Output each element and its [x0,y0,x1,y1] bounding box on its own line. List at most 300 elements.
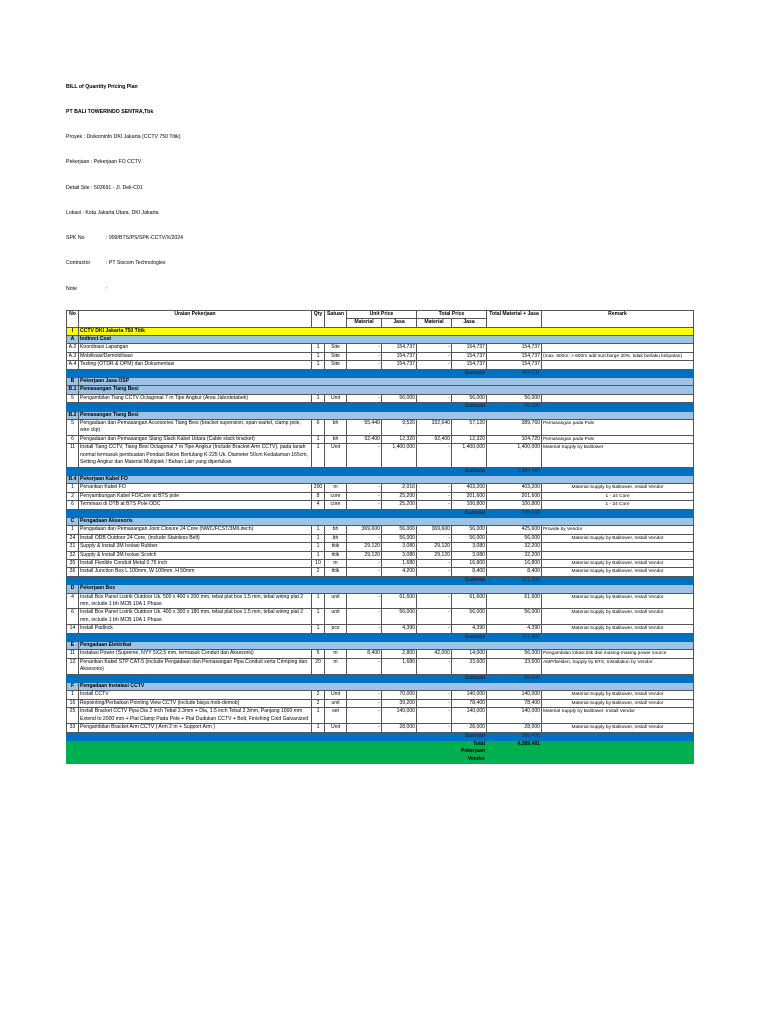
item-qty: 2 [312,568,325,576]
section-header-row [67,411,694,419]
item-remark: Material Supply by Balitower, Install Vendor [542,609,694,625]
unit-jasa-price: 4,390 [382,625,417,633]
item-no: 5 [67,394,79,402]
total-spacer [67,509,452,517]
item-remark: Material Supply by Balitower, Install Vendor [542,568,694,576]
unit-jasa-price: 1,400,000 [382,444,417,467]
total-material-price: 369,600 [417,526,452,534]
col-total-price: Total Price [417,310,487,318]
item-qty: 2 [312,699,325,707]
total-material-price: - [417,394,452,402]
table-row [67,593,694,609]
total-material-jasa: 61,600 [487,593,542,609]
table-row [67,650,694,658]
unit-material-price: - [347,444,382,467]
unit-material-price: 369,600 [347,526,382,534]
item-qty: 2 [312,691,325,699]
total-material-jasa: 33,600 [487,658,542,674]
total-remark-spacer [542,369,694,377]
total-jasa-price: 57,120 [452,420,487,436]
unit-jasa-price: 154,737 [382,352,417,360]
item-qty: 10 [312,559,325,567]
table-row [67,551,694,559]
total-jasa-price: 403,200 [452,484,487,492]
item-description: Install CCTV [79,691,312,699]
boq-table [66,310,694,764]
total-material-price: - [417,658,452,674]
item-description: Supply & Install 3M Isolasi Scotch [79,551,312,559]
item-qty: 1 [312,394,325,402]
item-description: Testing (OTDR & OPM) dan Dokumentasi [79,361,312,369]
unit-jasa-price: 56,000 [382,534,417,542]
item-unit: titik [325,543,347,551]
section-header-row [67,475,694,483]
project-line: Proyek : Diskominfo DKI Jakarta (CCTV 750 Titik) [66,134,181,141]
subtotal-label: Subtotal [452,674,487,682]
unit-material-price: - [347,724,382,732]
subtotal-row [67,674,694,682]
item-unit: m [325,559,347,567]
total-jasa-price: 201,600 [452,492,487,500]
item-no: 31 [67,543,79,551]
item-description: Install Padlock [79,625,312,633]
total-material-jasa: 403,200 [487,484,542,492]
total-jasa-price: 33,600 [452,658,487,674]
unit-material-price: - [347,492,382,500]
total-material-price: - [417,724,452,732]
table-row [67,435,694,443]
total-remark-spacer [542,740,694,763]
item-no: 1 [67,526,79,534]
item-description: Install Tiang CCTV, Tiang Besi Octagonal 7 m Tipe Angkur (Include Bracket Arm CCTV), pada tanah normal termasuk pembuatan Pondasi Beton Bertulang K-225 Uk. Diameter 50cm Kedalaman 165cm, Setting Angkur dan Material Multiplek / Bahan Lain yang diperlukan [79,444,312,467]
section-title: Pengadaan Aksesoris [79,517,694,525]
table-row [67,361,694,369]
item-qty: 1 [312,361,325,369]
total-material-price: - [417,501,452,509]
col-uraian: Uraian Pekerjaan [79,310,312,327]
item-qty: 1 [312,534,325,542]
spk-value: : 999/BTS/PS/SPK-CCTV/X/2024 [106,235,183,242]
subtotal-row [67,509,694,517]
total-material-price: - [417,484,452,492]
item-no: 6 [67,501,79,509]
item-unit: titik [325,551,347,559]
total-material-jasa: 154,737 [487,352,542,360]
total-material-jasa: 4,390 [487,625,542,633]
total-material-jasa: 154,737 [487,344,542,352]
section-no: C [67,517,79,525]
table-row [67,691,694,699]
item-description: Pengadaan dan Pemasangan Slang Slack Kabel Udara (Cable slack bracket) [79,435,312,443]
item-remark: Pemasangan pada Pole [542,435,694,443]
total-spacer [67,576,452,584]
section-no: B.4 [67,475,79,483]
item-no: 11 [67,650,79,658]
total-material-price: - [417,344,452,352]
total-material-jasa: 154,737 [487,361,542,369]
unit-material-price: 92,400 [347,435,382,443]
unit-material-price: - [347,568,382,576]
total-jasa-price: 78,400 [452,699,487,707]
table-row [67,344,694,352]
item-unit: Site [325,361,347,369]
total-material-price: - [417,699,452,707]
item-remark: Material Supply by Balitower, Install Vendor [542,534,694,542]
item-unit: m [325,484,347,492]
item-description: Penarikan Kabel STP CAT-5 (include Pengadaan dan Pemasangan Pipa Conduit serta Crimping dan Aksesoris) [79,658,312,674]
note-label: Note [66,285,77,292]
table-row [67,543,694,551]
total-material-jasa: 201,600 [487,492,542,500]
item-qty: 1 [312,435,325,443]
item-remark [542,551,694,559]
subtotal-label: Subtotal [452,369,487,377]
table-row [67,484,694,492]
section-header-row [67,386,694,394]
total-material-jasa: 8,400 [487,568,542,576]
item-no: 35 [67,559,79,567]
subtotal-value: 571,200 [487,576,542,584]
subtotal-value: 121,990 [487,633,542,641]
item-no: 32 [67,551,79,559]
total-jasa-price: 154,737 [452,352,487,360]
item-qty: 1 [312,593,325,609]
section-title: CCTV DKI Jakarta 750 Titik [79,327,694,335]
section-title: Indirect Cost [79,336,694,344]
total-material-jasa: 104,720 [487,435,542,443]
total-material-jasa: 389,760 [487,420,542,436]
total-material-price: 92,400 [417,435,452,443]
total-spacer [67,740,452,763]
section-header-row [67,585,694,593]
unit-jasa-price: 12,320 [382,435,417,443]
item-no: A.4 [67,361,79,369]
item-unit: Site [325,352,347,360]
total-jasa-price: 3,080 [452,543,487,551]
total-remark-spacer [542,674,694,682]
total-jasa-price: 140,000 [452,708,487,724]
unit-material-price: - [347,559,382,567]
table-row [67,526,694,534]
unit-jasa-price: 56,000 [382,609,417,625]
table-header [67,310,694,327]
item-qty: 1 [312,543,325,551]
total-remark-spacer [542,467,694,475]
item-qty: 8 [312,492,325,500]
item-no: 6 [67,435,79,443]
total-material-jasa: 56,000 [487,534,542,542]
total-spacer [67,674,452,682]
col-unit-material: Material [347,319,382,327]
total-jasa-price: 56,000 [452,609,487,625]
section-header-row [67,683,694,691]
total-material-jasa: 56,000 [487,609,542,625]
item-qty: 200 [312,484,325,492]
item-qty: 20 [312,658,325,674]
item-unit: Unit [325,724,347,732]
item-unit: unit [325,593,347,609]
total-remark-spacer [542,509,694,517]
document-title: BILL of Quantity Pricing Plan [66,83,138,90]
unit-jasa-price: 154,737 [382,344,417,352]
subtotal-label: Subtotal [452,509,487,517]
unit-jasa-price: 154,737 [382,361,417,369]
item-description: Repointing/Perbaikan Pointing View CCTV (include biaya mob-demob) [79,699,312,707]
item-unit: Site [325,344,347,352]
total-material-jasa: 140,000 [487,708,542,724]
unit-jasa-price: 3,080 [382,543,417,551]
subtotal-label: Subtotal [452,403,487,411]
site-line: Detail Site : 503691 - Jl. Deli-C01 [66,184,143,191]
grand-total-value: 4,289,481 [487,740,542,763]
item-description: Pengadaan dan Pemasangan Accesories Tiang Besi (bracket supension, span wartel, clamp pole, wire clip) [79,420,312,436]
item-no: A.3 [67,352,79,360]
contractor-label: Contractor [66,260,91,267]
item-description: Install Junction Box L 100mm, W 100mm, H 50mm [79,568,312,576]
total-material-price: 42,000 [417,650,452,658]
item-remark: Material Supply by Balitower, Install Vendor [542,625,694,633]
total-material-jasa: 140,000 [487,691,542,699]
item-description: Pengadaan dan Pemasangan Joint Closure 24 Core (NWC/FCST/3M/Litech) [79,526,312,534]
total-material-jasa: 32,200 [487,551,542,559]
item-remark: Material Supply by Balitower, Install Vendor [542,484,694,492]
item-remark [542,344,694,352]
item-qty: 1 [312,708,325,724]
item-remark: (max. 600m; > 600m add surcharge 20%, tidak berlaku kelipatan) [542,352,694,360]
total-jasa-price: 154,737 [452,361,487,369]
total-material-jasa: 78,400 [487,699,542,707]
total-jasa-price: 140,000 [452,691,487,699]
total-material-price: - [417,559,452,567]
unit-jasa-price: 9,520 [382,420,417,436]
item-remark: Pemasangan pada Pole [542,420,694,436]
total-material-price: - [417,492,452,500]
item-remark: Material Supply by Balitower, Install Vendor [542,699,694,707]
item-qty: 1 [312,609,325,625]
item-description: Penyambungan Kabel FO/Core at BTS pole [79,492,312,500]
total-material-jasa: 425,600 [487,526,542,534]
item-remark: Material Supply by Balitower, Install Vendor [542,593,694,609]
company-name: PT BALI TOWERINDO SENTRA,Tbk [66,109,154,116]
unit-material-price: - [347,699,382,707]
item-description: Install ODB Outdoor 24 Core, (include Stainless Belt) [79,534,312,542]
table-row [67,534,694,542]
total-jasa-price: 154,737 [452,344,487,352]
subtotal-value: 89,600 [487,674,542,682]
subtotal-row [67,369,694,377]
total-material-price: 29,120 [417,551,452,559]
total-material-price: - [417,361,452,369]
spk-line [66,234,693,242]
table-row [67,444,694,467]
item-unit: unit [325,699,347,707]
total-spacer [67,732,452,740]
unit-jasa-price: 56,000 [382,526,417,534]
unit-material-price: 29,120 [347,543,382,551]
unit-jasa-price: 70,000 [382,691,417,699]
total-material-price: - [417,609,452,625]
section-title: Pemasangan Tiang Besi [79,411,694,419]
grand-total-label: Total Pekerjaan Vendor [452,740,487,763]
item-description: Instalasi Power (Supreme, NYY 5X2,5 mm, termasuk Conduit dan Aksesoris) [79,650,312,658]
total-jasa-price: 14,000 [452,650,487,658]
item-remark [542,394,694,402]
item-remark: Material Supply by Balitower, Install Vendor [542,691,694,699]
col-satuan: Satuan [325,310,347,327]
col-no: No [67,310,79,327]
section-no: B.2 [67,411,79,419]
table-body [67,327,694,764]
col-remark: Remark [542,310,694,327]
section-header-row [67,517,694,525]
total-remark-spacer [542,576,694,584]
item-no: 24 [67,534,79,542]
document-header [66,66,693,310]
total-remark-spacer [542,732,694,740]
total-material-jasa: 16,800 [487,559,542,567]
section-header-row [67,336,694,344]
total-jasa-price: 100,800 [452,501,487,509]
item-description: Install Flexible Conduit Metal 0.75 inch [79,559,312,567]
item-no: 33 [67,724,79,732]
total-material-jasa: 56,000 [487,650,542,658]
unit-material-price: - [347,484,382,492]
note-line [66,285,693,293]
item-qty: 1 [312,551,325,559]
section-title: Pekerjaan Box [79,585,694,593]
item-qty: 1 [312,724,325,732]
total-material-jasa: 100,800 [487,501,542,509]
unit-jasa-price: 25,200 [382,492,417,500]
item-unit: Unit [325,691,347,699]
total-jasa-price: 12,320 [452,435,487,443]
item-remark: Pengambilan lokasi titik dari masing-masing power source [542,650,694,658]
total-jasa-price: 56,000 [452,394,487,402]
subtotal-label: Subtotal [452,633,487,641]
grand-total-row [67,740,694,763]
spk-label: SPK No [66,235,85,242]
item-qty: 1 [312,625,325,633]
item-unit: bh [325,420,347,436]
total-material-price: - [417,691,452,699]
subtotal-value: 386,400 [487,732,542,740]
item-no: 14 [67,625,79,633]
section-no: B.1 [67,386,79,394]
unit-material-price: - [347,501,382,509]
unit-jasa-price: 56,000 [382,394,417,402]
table-row [67,568,694,576]
total-jasa-price: 1,400,000 [452,444,487,467]
item-description: Pengambilan Bracket Arm CCTV ( Arm 2 m + Support Arm ) [79,724,312,732]
section-no: I [67,327,79,335]
subtotal-label: Subtotal [452,732,487,740]
table-row [67,420,694,436]
total-jasa-price: 16,800 [452,559,487,567]
section-title: Pekerjaan Kabel FO [79,475,694,483]
total-material-price: - [417,534,452,542]
table-row [67,559,694,567]
contractor-line [66,259,693,267]
item-description: Koordinasi Lapangan [79,344,312,352]
item-unit: core [325,492,347,500]
item-no: 16 [67,699,79,707]
unit-jasa-price: 61,600 [382,593,417,609]
unit-material-price: - [347,691,382,699]
subtotal-value: 705,600 [487,509,542,517]
total-material-price: 332,640 [417,420,452,436]
total-jasa-price: 28,000 [452,724,487,732]
item-remark: Material Supply by Balitower [542,444,694,467]
section-title-row [67,327,694,335]
item-qty: 6 [312,420,325,436]
work-line: Pekerjaan : Pekerjaan FO CCTV [66,159,142,166]
section-no: D [67,585,79,593]
subtotal-label: Subtotal [452,467,487,475]
item-description: Penarikan Kabel FO [79,484,312,492]
total-material-price: 29,120 [417,543,452,551]
section-title: Pengadaan Instalasi CCTV [79,683,694,691]
col-unit-price: Unit Price [347,310,417,318]
total-remark-spacer [542,633,694,641]
total-jasa-price: 8,400 [452,568,487,576]
table-row [67,501,694,509]
total-jasa-price: 61,600 [452,593,487,609]
item-unit: m [325,650,347,658]
unit-jasa-price: 2,800 [382,650,417,658]
total-material-price: - [417,444,452,467]
table-row [67,699,694,707]
total-jasa-price: 56,000 [452,526,487,534]
item-no: 5 [67,420,79,436]
unit-jasa-price: 3,080 [382,551,417,559]
item-no: 2 [67,492,79,500]
col-qty: Qty [312,310,325,327]
unit-jasa-price: 4,200 [382,568,417,576]
unit-material-price: - [347,593,382,609]
item-remark: Material Supply by Balitower, Install Vendor [542,708,694,724]
unit-jasa-price: 25,200 [382,501,417,509]
table-row [67,625,694,633]
unit-jasa-price: 28,000 [382,724,417,732]
subtotal-value: 464,211 [487,369,542,377]
item-unit: m [325,658,347,674]
item-no: 1 [67,691,79,699]
item-unit: titik [325,568,347,576]
item-qty: 1 [312,526,325,534]
section-no: F [67,683,79,691]
col-total-material-jasa: Total Material + Jasa [487,310,542,327]
section-no: A [67,336,79,344]
item-remark [542,543,694,551]
item-qty: 4 [312,501,325,509]
section-no: E [67,642,79,650]
item-remark: Material Supply by Balitower, Install Vendor [542,724,694,732]
item-no: A.2 [67,344,79,352]
item-description: Supply & Install 3M Isolasi Rubber [79,543,312,551]
item-unit: bh [325,534,347,542]
item-unit: Unit [325,444,347,467]
total-remark-spacer [542,403,694,411]
table-row [67,394,694,402]
item-unit: unit [325,609,347,625]
subtotal-value: 1,894,480 [487,467,542,475]
item-no: 11 [67,444,79,467]
col-total-jasa: Jasa [452,319,487,327]
unit-material-price: 8,400 [347,650,382,658]
unit-material-price: - [347,361,382,369]
subtotal-row [67,576,694,584]
item-unit: Unit [325,394,347,402]
